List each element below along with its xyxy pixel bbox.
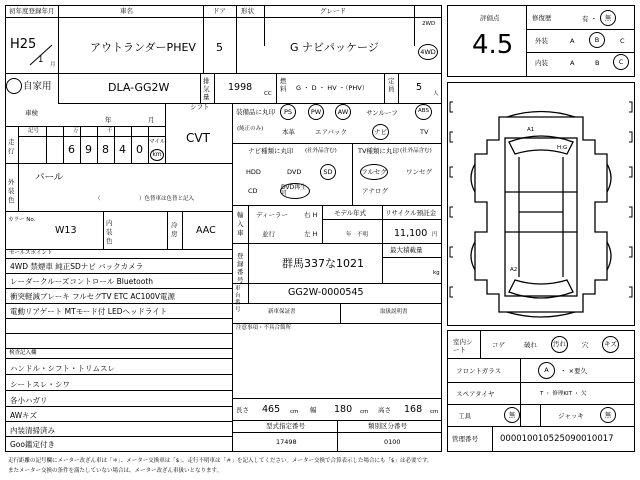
- inspection-note-line: ハンドル・シフト・トリムスレ: [10, 364, 115, 373]
- chassis-label: 車台番号: [235, 286, 241, 313]
- equipment-title: 装備品に丸印: [236, 108, 275, 116]
- length-unit: cm: [290, 409, 299, 415]
- displacement-label: 排気量: [203, 77, 210, 101]
- equip-tv: TV: [420, 128, 429, 136]
- digit-header-1k: 千: [107, 128, 113, 134]
- selling-point-line: レーダークルーズコントロール Bluetooth: [10, 277, 154, 286]
- tv-fullseg-selected: フルセグ: [360, 164, 388, 180]
- damage-mark-a1: A1: [527, 127, 535, 133]
- import-parallel: 並行: [262, 230, 275, 238]
- equip-navi: ナビ: [372, 124, 389, 140]
- navi-cd: CD: [248, 187, 258, 195]
- width-label: 幅: [310, 406, 317, 414]
- type-no-label: 型式指定番号: [266, 422, 305, 430]
- interior-grade-label: 内装: [535, 59, 548, 67]
- repair-label: 修復歴: [532, 14, 552, 22]
- interior-color-label: 内装色: [106, 219, 113, 245]
- exterior-grade-b-selected: B: [589, 32, 605, 48]
- spare-label: スペアタイヤ: [456, 390, 495, 398]
- spare-options: T ・ 修理KIT ・ 欠: [540, 391, 587, 397]
- repair-none-selected: 無: [600, 10, 616, 26]
- selling-point-line: 衝突軽減ブレーキ フルセグTV ETC AC100V電源: [10, 292, 176, 301]
- length-label: 長さ: [236, 406, 249, 414]
- digit-header-10k: 万: [73, 128, 79, 134]
- exterior-grade-c: C: [620, 37, 625, 45]
- seat-burn: コゲ: [492, 341, 505, 349]
- inspection-note-line: 各小ハガリ: [10, 396, 48, 405]
- navi-type-title: ナビ種類に丸印: [248, 147, 294, 155]
- mileage-label: 走行: [8, 138, 15, 155]
- equip-leather: 本革: [282, 128, 295, 136]
- mgmt-label: 管理番号: [452, 435, 478, 443]
- seat-label: 室内シート: [453, 338, 473, 354]
- import-dealer: ディーラー: [256, 211, 288, 219]
- interior-grade-c-selected: C: [613, 54, 629, 70]
- capacity-unit: 人: [433, 91, 439, 97]
- registration-label: 登録番号: [237, 252, 244, 284]
- use-type: 自家用: [23, 81, 52, 92]
- tv-oneseg: ワンセグ: [406, 168, 432, 176]
- inspection-label: 車検: [25, 109, 38, 117]
- damage-mark-h6: H:G: [557, 145, 568, 151]
- inspection-note-line: シートスレ・シワ: [10, 380, 70, 389]
- notes-label: 注意事項・不具合箇所: [236, 325, 292, 331]
- selling-points-title: セールスポイント: [9, 250, 53, 256]
- mileage-digit: 9: [85, 143, 92, 156]
- inspection-year-unit: 年: [105, 116, 112, 124]
- tools-none-selected: 無: [504, 407, 520, 423]
- height-value: 168: [404, 404, 423, 415]
- mileage-digit: 4: [119, 143, 126, 156]
- load-unit: kg: [433, 270, 440, 276]
- import-right-h: 右 H: [304, 211, 318, 219]
- repair-options: 有 ・: [582, 15, 598, 23]
- glass-a-selected: A: [538, 362, 555, 379]
- class-no-value: 0100: [384, 438, 401, 446]
- use-type-circle: [6, 78, 22, 94]
- recycle-label: リサイクル預託金: [385, 209, 437, 217]
- manual-label: 取扱説明書: [380, 309, 408, 315]
- model-year-unit: 年 不明: [346, 232, 369, 238]
- class-no-label: 類別区分番号: [368, 422, 407, 430]
- width-value: 180: [334, 404, 353, 415]
- mileage-digit: 0: [136, 143, 143, 156]
- glass-label: フロントガラス: [456, 367, 502, 375]
- exterior-color-value: パール: [35, 172, 64, 183]
- color-note: （ ）色替車は色替と記入: [95, 196, 195, 202]
- recycle-unit: 円: [432, 232, 438, 238]
- model-code: DLA-GG2W: [108, 81, 170, 94]
- doors-label: ドア: [213, 7, 226, 15]
- first-reg-label: 初年度登録年月: [9, 7, 55, 15]
- selling-point-line: 4WD 禁煙車 純正SDナビ バックカメラ: [10, 262, 144, 271]
- tv-type-subtitle: (社外品含む): [400, 148, 432, 154]
- inspection-month-unit: 月: [148, 116, 155, 124]
- shift-value: CVT: [186, 131, 210, 145]
- length-value: 465: [262, 404, 281, 415]
- navi-hdd: HDD: [246, 168, 261, 176]
- load-label: 最大積載量: [390, 246, 423, 254]
- mgmt-number: 000010010525090010017: [500, 434, 614, 444]
- tools-label: 工具: [458, 412, 471, 420]
- seat-hole: 穴: [582, 341, 589, 349]
- footer-line-2: またメーター交換の条件を満たしていない場合は、メーター改ざん車扱いとなります。: [8, 468, 223, 474]
- equip-sunroof: サンルーフ: [366, 109, 398, 117]
- import-label: 輸入車: [237, 211, 244, 237]
- navi-sd-selected: SD: [320, 164, 336, 180]
- capacity-label: 定員: [388, 77, 395, 93]
- navi-dvd-play-selected: DVD再生可: [280, 183, 310, 199]
- model-name-label: 車名: [120, 7, 133, 15]
- exterior-color-label: 外装色: [8, 178, 15, 204]
- car-body-diagram: [447, 82, 635, 326]
- capacity-value: 5: [416, 82, 423, 93]
- navi-dvd: DVD: [287, 168, 302, 176]
- fuel-options: G ・ D ・ HV ・（PHV）: [296, 84, 369, 92]
- tv-type-title: TV種類に丸印: [358, 147, 399, 155]
- digit-header-sign: 記号: [28, 128, 40, 134]
- drive-4wd-selected: 4WD: [418, 44, 438, 60]
- ac-label: 冷房: [171, 221, 178, 238]
- navi-type-subtitle: (社外品含む): [305, 148, 337, 154]
- footer-line-1: 走行距離の記号欄にメーター改ざん車は「＊」、メーター交換車は「$」、走行不明車は「＃」を記入してください。メーター交換で合算表示した場合にも「$」は必要です。: [8, 458, 433, 464]
- drive-label: 2WD: [422, 21, 436, 27]
- type-no-value: 17498: [276, 438, 297, 446]
- selling-point-line: 電動リアゲート MTモード付 LEDヘッドライト: [10, 307, 168, 316]
- glass-note: ・ ×要久: [560, 367, 588, 375]
- equip-ps: PS: [280, 104, 296, 120]
- interior-grade-a: A: [570, 59, 575, 67]
- mileage-digits: [63, 144, 148, 155]
- mileage-unit-mile: マイル: [149, 139, 166, 145]
- mileage-digit: 8: [102, 143, 109, 156]
- score-label: 評価点: [480, 14, 500, 22]
- jack-none-selected: 無: [600, 407, 616, 423]
- inspection-note-line: AWキズ: [10, 411, 37, 420]
- new-car-warranty: 新車保証書: [268, 309, 296, 315]
- seat-stain-selected: 汚れ: [551, 336, 568, 353]
- inspection-note-line: Goo鑑定付き: [10, 440, 55, 449]
- score-value: 4.5: [472, 30, 514, 60]
- color-code-label: カラー No.: [8, 217, 36, 223]
- fuel-label: 燃料: [280, 77, 287, 93]
- seat-tear: 破れ: [524, 341, 537, 349]
- mileage-digit: 6: [68, 143, 75, 156]
- exterior-grade-label: 外装: [535, 37, 548, 45]
- equip-airbag: エアバック: [315, 128, 347, 136]
- mileage-unit-km: km: [150, 149, 164, 161]
- width-unit: cm: [360, 409, 369, 415]
- import-left-h: 左 H: [304, 230, 318, 238]
- first-reg-year: H25: [10, 37, 37, 52]
- model-year-label: モデル年式: [334, 209, 367, 217]
- damage-mark-a2: A2: [510, 267, 518, 273]
- exterior-grade-a: A: [570, 37, 575, 45]
- displacement-unit: CC: [264, 91, 272, 97]
- interior-grade-b: B: [595, 59, 600, 67]
- color-code-value: W13: [55, 225, 77, 236]
- vehicle-name: アウトランダーPHEV: [90, 41, 196, 54]
- recycle-amount: 11,100: [394, 228, 428, 239]
- month-unit: 月: [50, 62, 56, 68]
- height-unit: cm: [430, 409, 439, 415]
- jack-label: ジャッキ: [558, 412, 584, 420]
- first-reg-month: 1: [38, 55, 44, 65]
- chassis-number: GG2W-0000545: [288, 287, 364, 298]
- shape-label: 形状: [241, 7, 254, 15]
- seat-scratch-selected: キズ: [602, 336, 619, 353]
- inspection-notes-title: 検査記入欄: [9, 350, 37, 356]
- inspection-note-line: 内装清掃済み: [10, 426, 55, 435]
- equip-pw: PW: [308, 104, 324, 120]
- height-label: 高さ: [378, 406, 391, 414]
- grade-value: G ナビパッケージ: [290, 41, 379, 54]
- registration-number: 群馬337な1021: [282, 257, 364, 270]
- tv-analog: アナログ: [362, 187, 388, 195]
- equip-abs: ABS: [415, 104, 432, 120]
- shift-label: シフト: [190, 103, 210, 111]
- ac-value: AAC: [196, 225, 216, 236]
- displacement-value: 1998: [228, 82, 253, 93]
- grade-label: グレード: [320, 7, 346, 15]
- equipment-subtitle: (純正のみ): [237, 126, 264, 132]
- equip-aw: AW: [335, 104, 351, 120]
- doors-value: 5: [216, 41, 223, 54]
